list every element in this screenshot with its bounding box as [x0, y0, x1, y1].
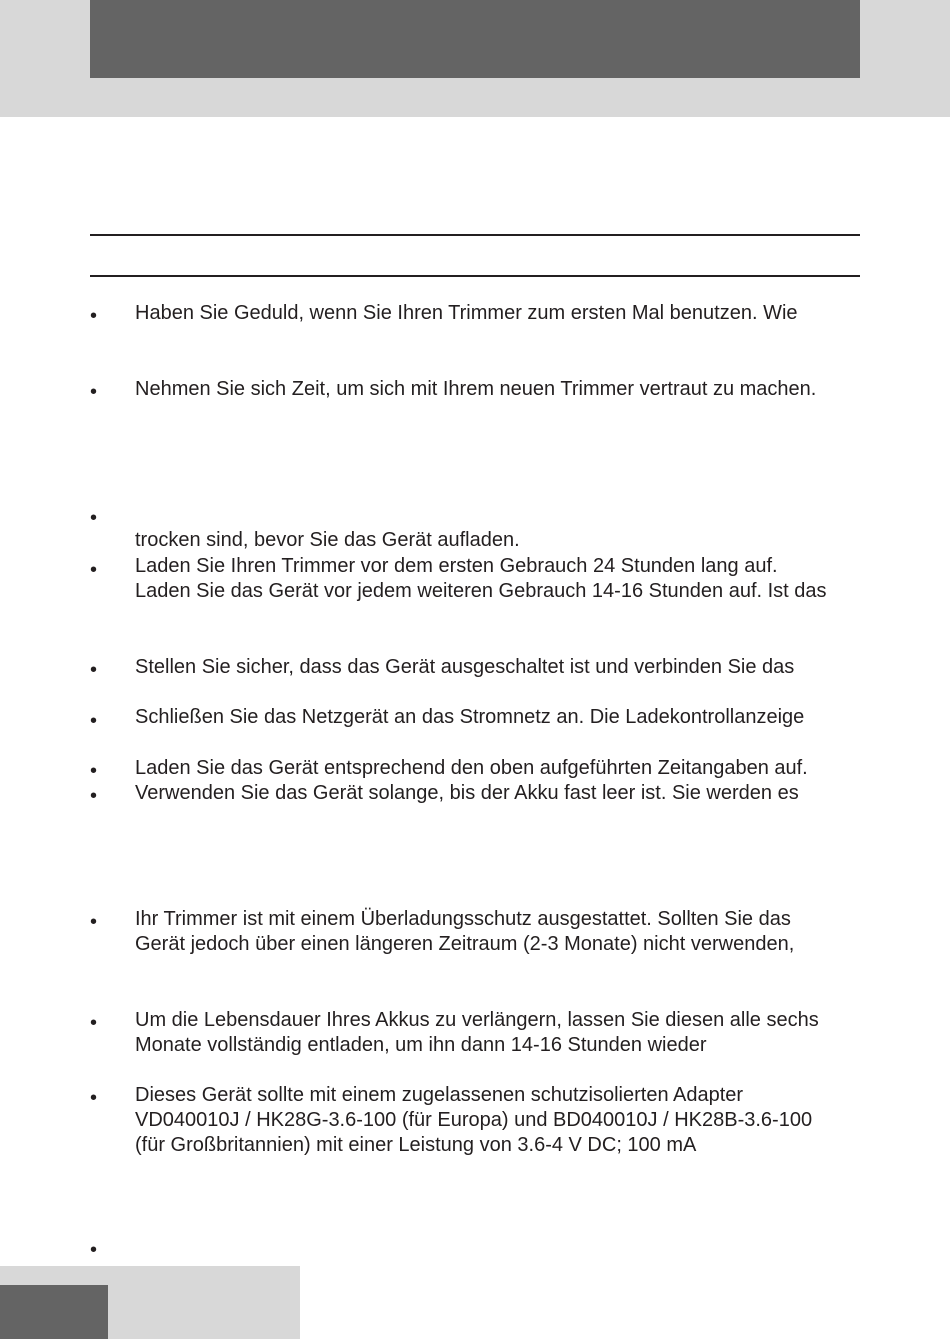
bullet: •: [90, 1239, 98, 1261]
bullet: •: [90, 911, 98, 933]
bullet: •: [90, 1012, 98, 1034]
header-title-bar: [90, 0, 860, 78]
section-rule-top: [90, 234, 860, 236]
bullet: •: [90, 305, 98, 327]
list-item-line: Schließen Sie das Netzgerät an das Stromnetz an. Die Ladekontrollanzeige: [135, 706, 805, 728]
list-item-line: Laden Sie Ihren Trimmer vor dem ersten Gebrauch 24 Stunden lang auf.: [135, 555, 778, 577]
list-item-line: Nehmen Sie sich Zeit, um sich mit Ihrem neuen Trimmer vertraut zu machen.: [135, 378, 817, 400]
bullet: •: [90, 760, 98, 782]
list-item-line: Laden Sie das Gerät vor jedem weiteren Gebrauch 14-16 Stunden auf. Ist das: [135, 580, 827, 602]
bullet: •: [90, 710, 98, 732]
list-item-line: Haben Sie Geduld, wenn Sie Ihren Trimmer zum ersten Mal benutzen. Wie: [135, 302, 798, 324]
list-item-line: Dieses Gerät sollte mit einem zugelassenen schutzisolierten Adapter: [135, 1084, 744, 1106]
bullet: •: [90, 507, 98, 529]
list-item-line: Um die Lebensdauer Ihres Akkus zu verlängern, lassen Sie diesen alle sechs: [135, 1009, 819, 1031]
list-item-line: Verwenden Sie das Gerät solange, bis der Akku fast leer ist. Sie werden es: [135, 782, 799, 804]
bullet: •: [90, 559, 98, 581]
list-item-line: Gerät jedoch über einen längeren Zeitraum (2-3 Monate) nicht verwenden,: [135, 933, 795, 955]
list-item-line: Ihr Trimmer ist mit einem Überladungsschutz ausgestattet. Sollten Sie das: [135, 908, 791, 930]
bullet: •: [90, 785, 98, 807]
list-item-line: VD040010J / HK28G-3.6-100 (für Europa) und BD040010J / HK28B-3.6-100: [135, 1109, 813, 1131]
page-number-block: [0, 1285, 108, 1339]
section-rule-bottom: [90, 275, 860, 277]
bullet: •: [90, 381, 98, 403]
list-item-line: (für Großbritannien) mit einer Leistung von 3.6-4 V DC; 100 mA: [135, 1134, 697, 1156]
bullet: •: [90, 1087, 98, 1109]
list-item-line: Laden Sie das Gerät entsprechend den oben aufgeführten Zeitangaben auf.: [135, 757, 808, 779]
bullet: •: [90, 659, 98, 681]
list-item-line: Monate vollständig entladen, um ihn dann 14-16 Stunden wieder: [135, 1034, 707, 1056]
list-item-line: trocken sind, bevor Sie das Gerät aufladen.: [135, 529, 520, 551]
list-item-line: Stellen Sie sicher, dass das Gerät ausgeschaltet ist und verbinden Sie das: [135, 656, 795, 678]
